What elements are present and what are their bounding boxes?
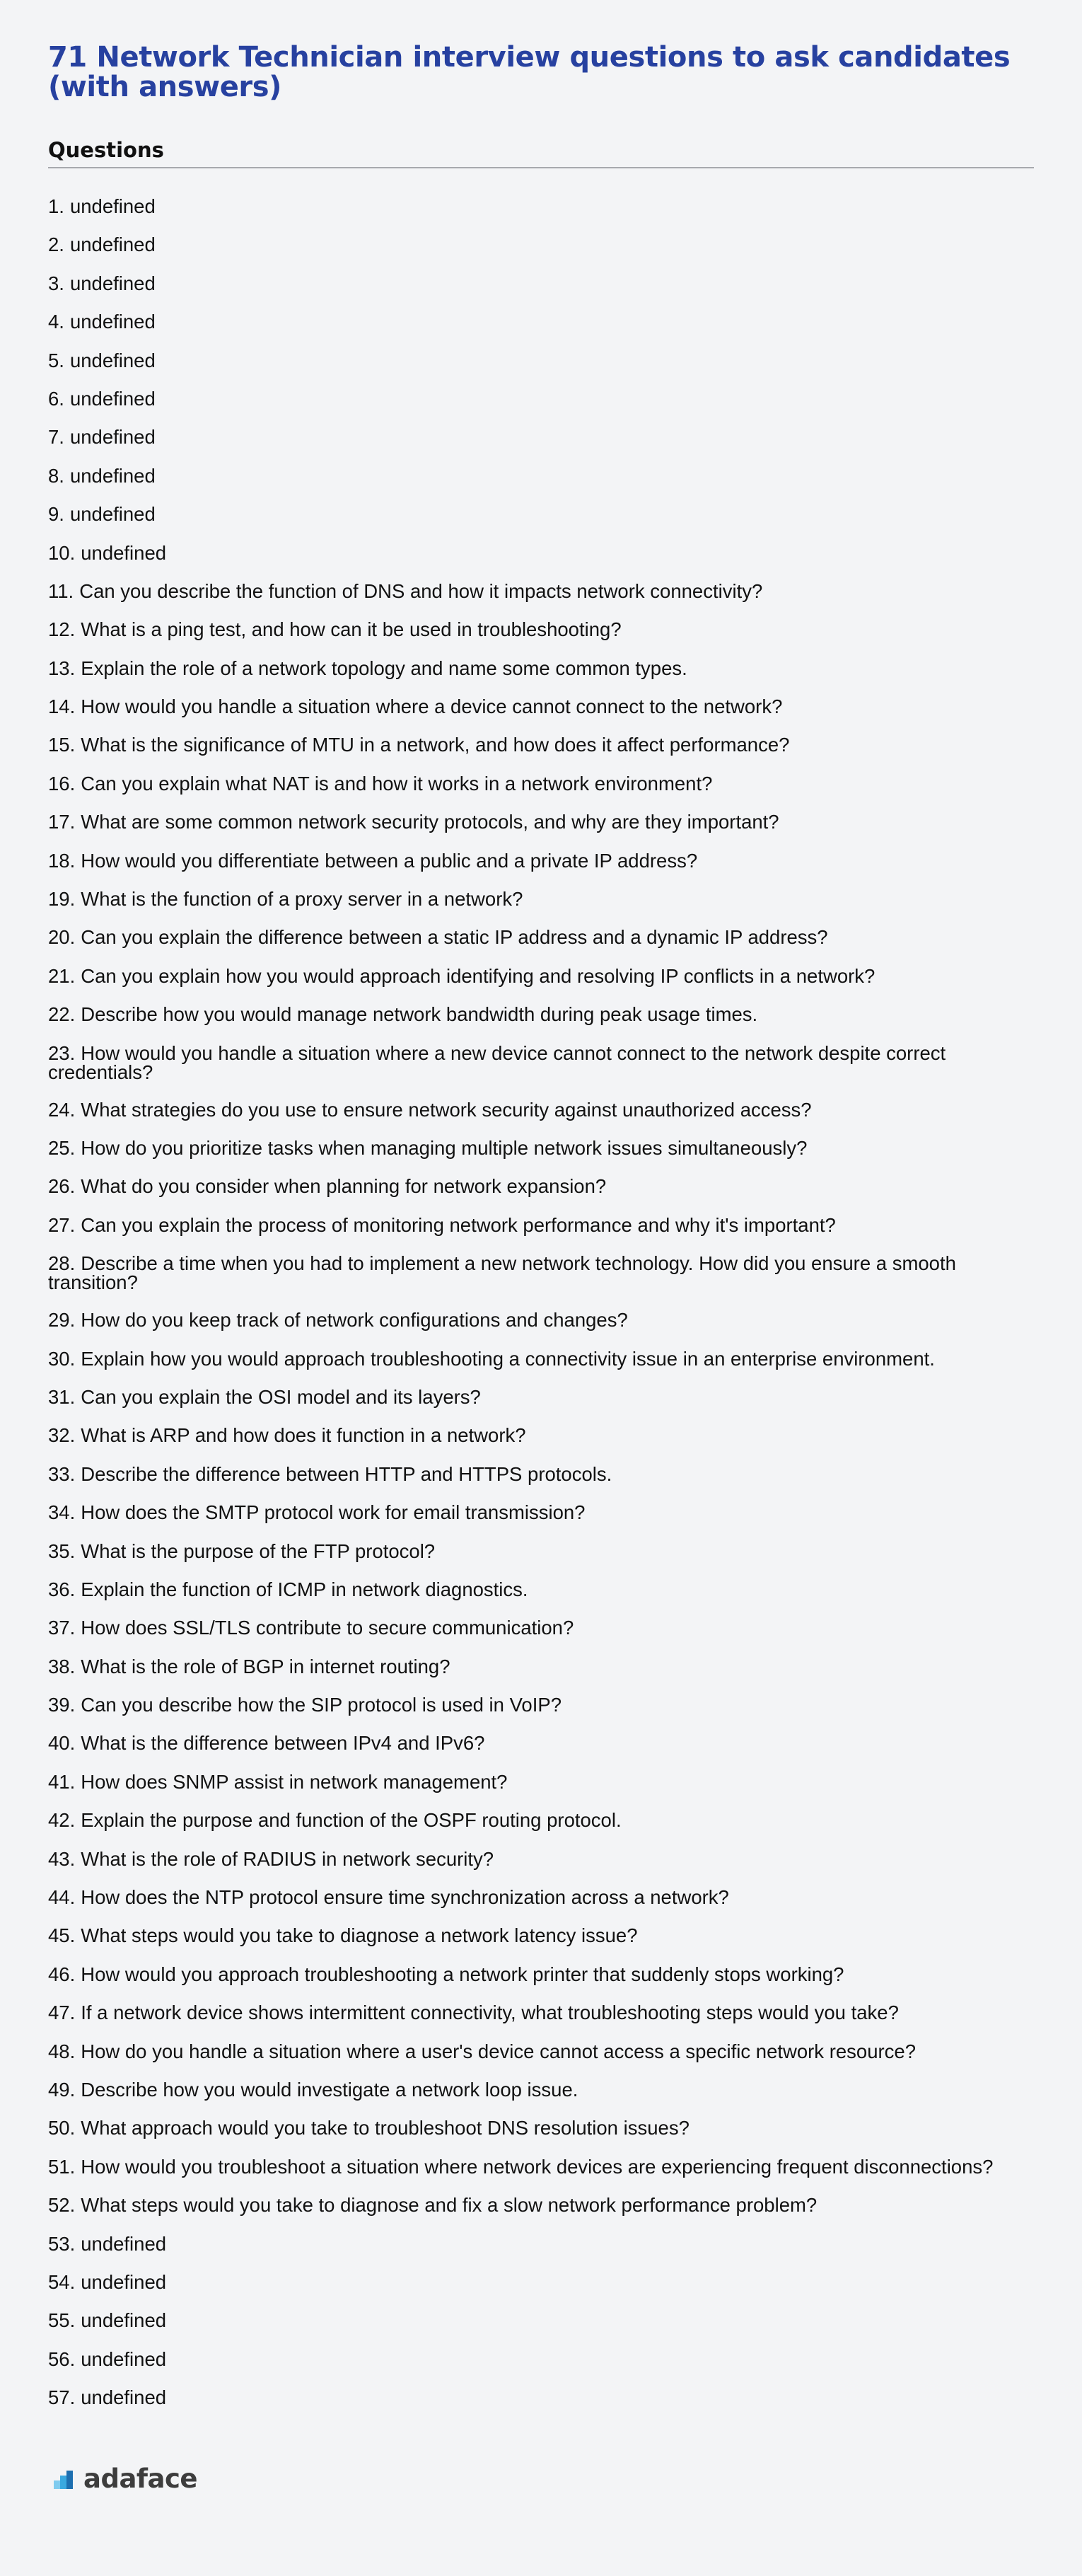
question-item bbox=[48, 1309, 1034, 1332]
question-number: 36. bbox=[48, 1578, 76, 1600]
question-number: 10. bbox=[48, 541, 76, 564]
question-item bbox=[48, 1503, 1034, 1522]
question-item bbox=[48, 274, 1034, 293]
question-text: Can you explain the difference between a static IP address and a dynamic IP address? bbox=[81, 926, 828, 949]
question-text: undefined bbox=[69, 503, 156, 526]
question-number: 1. bbox=[48, 195, 64, 217]
question-number: 16. bbox=[48, 772, 76, 795]
question-text: Can you explain the OSI model and its layers? bbox=[81, 1385, 481, 1408]
question-text: How does SNMP assist in network management? bbox=[81, 1770, 508, 1793]
question-number: 8. bbox=[48, 464, 64, 487]
question-number: 31. bbox=[48, 1385, 76, 1408]
question-number: 38. bbox=[48, 1655, 76, 1677]
question-text: undefined bbox=[81, 2232, 167, 2255]
question-item bbox=[48, 1732, 1034, 1755]
question-number: 41. bbox=[48, 1770, 76, 1793]
question-text: Can you explain how you would approach identifying and resolving IP conflicts in a network? bbox=[81, 964, 876, 987]
question-text: What steps would you take to diagnose and fix a slow network performance problem? bbox=[81, 2194, 818, 2217]
question-item bbox=[48, 2234, 1034, 2253]
logo-wordmark: adaface bbox=[83, 2464, 198, 2494]
question-text: What are some common network security protocols, and why are they important? bbox=[81, 811, 779, 833]
question-item bbox=[48, 1810, 1034, 1830]
question-number: 22. bbox=[48, 1003, 76, 1026]
question-text: What is the difference between IPv4 and IPv6? bbox=[81, 1732, 485, 1755]
question-number: 9. bbox=[48, 503, 64, 526]
question-number: 21. bbox=[48, 964, 76, 987]
question-item bbox=[48, 1426, 1034, 1445]
question-number: 37. bbox=[48, 1617, 76, 1639]
question-item bbox=[48, 1349, 1034, 1368]
question-item bbox=[48, 851, 1034, 870]
question-number: 27. bbox=[48, 1213, 76, 1236]
question-item bbox=[48, 888, 1034, 911]
question-item bbox=[48, 735, 1034, 754]
question-item bbox=[48, 1177, 1034, 1196]
question-text: Can you describe the function of DNS and how it impacts network connectivity? bbox=[79, 579, 763, 602]
question-number: 20. bbox=[48, 926, 76, 949]
question-item bbox=[48, 2080, 1034, 2099]
question-text: How do you prioritize tasks when managing multiple network issues simultaneously? bbox=[81, 1136, 808, 1159]
question-text: undefined bbox=[81, 2309, 167, 2332]
question-number: 19. bbox=[48, 888, 76, 911]
question-item bbox=[48, 543, 1034, 562]
question-number: 57. bbox=[48, 2386, 76, 2409]
question-item bbox=[48, 312, 1034, 331]
question-item bbox=[48, 351, 1034, 370]
question-number: 5. bbox=[48, 349, 64, 371]
question-number: 55. bbox=[48, 2309, 76, 2332]
question-text: If a network device shows intermittent connectivity, what troubleshooting steps would you take? bbox=[81, 2002, 899, 2024]
question-text: How do you keep track of network configurations and changes? bbox=[81, 1309, 628, 1332]
question-number: 44. bbox=[48, 1886, 76, 1909]
question-number: 7. bbox=[48, 426, 64, 449]
question-text: Can you explain the process of monitoring network performance and why it's important? bbox=[81, 1213, 836, 1236]
question-text: undefined bbox=[69, 272, 156, 294]
question-item bbox=[48, 1772, 1034, 1791]
question-item bbox=[48, 1618, 1034, 1637]
question-text: How would you handle a situation where a new device cannot connect to the network despite correct credentials? bbox=[48, 1041, 946, 1083]
question-text: What approach would you take to troubleshoot DNS resolution issues? bbox=[81, 2117, 690, 2139]
question-text: How does the SMTP protocol work for email transmission? bbox=[81, 1501, 586, 1524]
question-number: 4. bbox=[48, 311, 64, 333]
question-item bbox=[48, 1041, 1034, 1083]
question-text: undefined bbox=[81, 541, 167, 564]
footer-logo[interactable] bbox=[52, 2465, 197, 2493]
question-number: 23. bbox=[48, 1041, 76, 1064]
question-item bbox=[48, 1215, 1034, 1235]
question-number: 39. bbox=[48, 1694, 76, 1716]
question-item bbox=[48, 235, 1034, 254]
question-number: 17. bbox=[48, 811, 76, 833]
question-number: 46. bbox=[48, 1963, 76, 1985]
question-item bbox=[48, 1965, 1034, 1984]
question-item bbox=[48, 2272, 1034, 2292]
question-number: 56. bbox=[48, 2347, 76, 2370]
question-number: 48. bbox=[48, 2040, 76, 2062]
question-text: What steps would you take to diagnose a network latency issue? bbox=[81, 1924, 638, 1947]
question-item bbox=[48, 1462, 1034, 1485]
question-number: 40. bbox=[48, 1732, 76, 1755]
question-item bbox=[48, 1100, 1034, 1119]
question-item bbox=[48, 1580, 1034, 1599]
question-text: Can you explain what NAT is and how it works in a network environment? bbox=[81, 772, 713, 795]
question-number: 42. bbox=[48, 1809, 76, 1832]
question-text: What is ARP and how does it function in a network? bbox=[81, 1424, 526, 1447]
question-number: 33. bbox=[48, 1462, 76, 1485]
question-text: Explain how you would approach troubleshooting a connectivity issue in an enterprise environment. bbox=[81, 1347, 935, 1370]
section-heading: Questions bbox=[48, 138, 164, 162]
question-text: undefined bbox=[69, 195, 156, 217]
question-item bbox=[48, 1888, 1034, 1907]
question-number: 12. bbox=[48, 618, 76, 641]
question-text: How would you troubleshoot a situation where network devices are experiencing frequent disconnections? bbox=[81, 2155, 994, 2178]
question-number: 51. bbox=[48, 2155, 76, 2178]
question-number: 50. bbox=[48, 2117, 76, 2139]
question-item bbox=[48, 2388, 1034, 2407]
question-text: What is the significance of MTU in a network, and how does it affect performance? bbox=[81, 734, 790, 756]
question-text: What is the purpose of the FTP protocol? bbox=[81, 1540, 436, 1562]
section-divider bbox=[48, 167, 1034, 168]
question-text: undefined bbox=[81, 2270, 167, 2293]
question-number: 26. bbox=[48, 1175, 76, 1198]
question-number: 11. bbox=[48, 579, 74, 602]
question-item bbox=[48, 620, 1034, 639]
question-item bbox=[48, 659, 1034, 678]
question-item bbox=[48, 1926, 1034, 1945]
question-number: 35. bbox=[48, 1540, 76, 1562]
question-text: Explain the role of a network topology and name some common types. bbox=[81, 657, 687, 679]
question-item bbox=[48, 504, 1034, 524]
question-text: undefined bbox=[69, 233, 156, 256]
question-item bbox=[48, 966, 1034, 986]
question-number: 43. bbox=[48, 1847, 76, 1870]
question-text: What is the role of RADIUS in network security? bbox=[81, 1847, 494, 1870]
question-item bbox=[48, 2003, 1034, 2022]
question-text: Describe a time when you had to implement a new network technology. How did you ensure a smooth transition? bbox=[48, 1252, 956, 1294]
question-item bbox=[48, 1849, 1034, 1869]
question-item bbox=[48, 774, 1034, 793]
question-item bbox=[48, 1387, 1034, 1407]
question-item bbox=[48, 2347, 1034, 2370]
question-text: undefined bbox=[69, 464, 156, 487]
question-item bbox=[48, 812, 1034, 831]
question-number: 49. bbox=[48, 2078, 76, 2101]
question-item bbox=[48, 1254, 1034, 1292]
question-item bbox=[48, 426, 1034, 449]
question-text: What is a ping test, and how can it be used in troubleshooting? bbox=[81, 618, 622, 641]
question-text: undefined bbox=[69, 311, 156, 333]
question-number: 18. bbox=[48, 849, 76, 872]
question-number: 28. bbox=[48, 1252, 76, 1275]
question-text: Describe the difference between HTTP and HTTPS protocols. bbox=[81, 1462, 612, 1485]
adaface-logo-icon bbox=[52, 2468, 75, 2490]
question-text: undefined bbox=[81, 2347, 167, 2370]
question-number: 45. bbox=[48, 1924, 76, 1947]
question-text: How would you approach troubleshooting a network printer that suddenly stops working? bbox=[81, 1963, 844, 1985]
question-number: 53. bbox=[48, 2232, 76, 2255]
question-text: How does SSL/TLS contribute to secure communication? bbox=[81, 1617, 574, 1639]
question-item bbox=[48, 928, 1034, 947]
question-text: What strategies do you use to ensure network security against unauthorized access? bbox=[81, 1098, 812, 1121]
question-text: Explain the function of ICMP in network diagnostics. bbox=[81, 1578, 528, 1600]
question-text: What is the role of BGP in internet routing? bbox=[81, 1655, 450, 1677]
question-text: undefined bbox=[69, 349, 156, 371]
question-item bbox=[48, 579, 1034, 602]
question-number: 54. bbox=[48, 2270, 76, 2293]
question-number: 30. bbox=[48, 1347, 76, 1370]
question-item bbox=[48, 1542, 1034, 1561]
question-text: Can you describe how the SIP protocol is used in VoIP? bbox=[81, 1694, 562, 1716]
question-item bbox=[48, 2194, 1034, 2217]
question-text: How do you handle a situation where a user's device cannot access a specific network resource? bbox=[81, 2040, 916, 2062]
question-number: 2. bbox=[48, 233, 64, 256]
question-number: 6. bbox=[48, 387, 64, 410]
question-text: How would you handle a situation where a device cannot connect to the network? bbox=[81, 695, 783, 718]
question-text: Explain the purpose and function of the OSPF routing protocol. bbox=[81, 1809, 622, 1832]
question-item bbox=[48, 2157, 1034, 2176]
question-number: 32. bbox=[48, 1424, 76, 1447]
question-text: undefined bbox=[69, 387, 156, 410]
page-title: 71 Network Technician interview questions to ask candidates (with answers) bbox=[48, 41, 1011, 103]
question-number: 47. bbox=[48, 2002, 76, 2024]
question-item bbox=[48, 697, 1034, 716]
question-number: 24. bbox=[48, 1098, 76, 1121]
question-number: 34. bbox=[48, 1501, 76, 1524]
question-item bbox=[48, 2042, 1034, 2061]
question-text: Describe how you would investigate a network loop issue. bbox=[81, 2078, 578, 2101]
question-number: 29. bbox=[48, 1309, 76, 1332]
question-item bbox=[48, 2118, 1034, 2137]
question-number: 14. bbox=[48, 695, 76, 718]
question-text: undefined bbox=[81, 2386, 167, 2409]
question-number: 52. bbox=[48, 2194, 76, 2217]
question-text: How would you differentiate between a public and a private IP address? bbox=[81, 849, 698, 872]
question-list bbox=[48, 197, 1034, 2407]
question-item bbox=[48, 1695, 1034, 1714]
question-number: 3. bbox=[48, 272, 64, 294]
question-text: What do you consider when planning for network expansion? bbox=[81, 1175, 607, 1198]
question-text: What is the function of a proxy server in a network? bbox=[81, 888, 523, 911]
question-text: How does the NTP protocol ensure time synchronization across a network? bbox=[81, 1886, 729, 1909]
question-number: 13. bbox=[48, 657, 76, 679]
question-text: undefined bbox=[69, 426, 156, 449]
question-item bbox=[48, 197, 1034, 216]
question-item bbox=[48, 389, 1034, 408]
question-number: 15. bbox=[48, 734, 76, 756]
question-number: 25. bbox=[48, 1136, 76, 1159]
question-item bbox=[48, 466, 1034, 485]
question-text: Describe how you would manage network bandwidth during peak usage times. bbox=[81, 1003, 758, 1026]
question-item bbox=[48, 2311, 1034, 2330]
question-item bbox=[48, 1138, 1034, 1157]
question-item bbox=[48, 1657, 1034, 1676]
question-item bbox=[48, 1005, 1034, 1024]
